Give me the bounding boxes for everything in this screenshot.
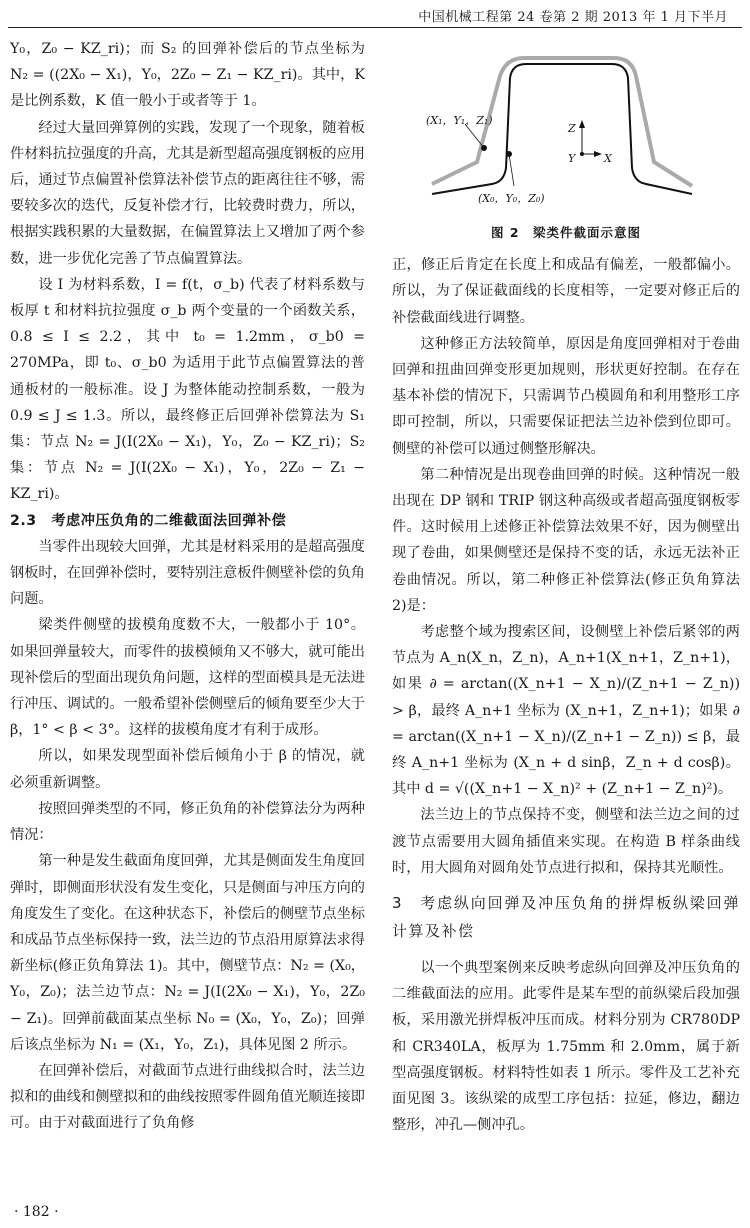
left-column (10, 36, 365, 1137)
paragraph: Y₀，Z₀ − KZ_ri)；而 S₂ 的回弹补偿后的节点坐标为 N₂ = ((2X₀ − X₁)，Y₀，2Z₀ − Z₁ − KZ_ri)。其中，K 是比例系数，K 值一般小于或者等于 1。 (10, 41, 365, 110)
label-p0: (X₀，Y₀，Z₀) (478, 192, 545, 205)
axis-x-label: X (604, 152, 612, 165)
figure-caption: 图 2 梁类件截面示意图 (490, 225, 642, 240)
figure-2 (392, 36, 740, 214)
paragraph: 法兰边上的节点保持不变，侧壁和法兰边之间的过渡节点需要用大圆角插值来实现。在构造 B 样条曲线时，用大圆角对圆角处节点进行拟和，保持其光顺性。 (392, 807, 740, 876)
paragraph: 第一种是发生截面角度回弹，尤其是侧面发生角度回弹时，即侧面形状没有发生变化，只是侧面与冲压方向的角度发生了变化。在这种状态下，补偿后的侧壁节点坐标和成品节点坐标保持一致，法兰边的节点沿用原算法求得新坐标(修正负角算法 1)。其中，侧壁节点：N₂ = (X₀，Y₀，Z₀)；法兰边节点：N₂ = J(I(2X₀ − X₁)，Y₀，2Z₀ − Z₁)。回弹前截面某点坐标 N₀ = (X₀，Y₀，Z₀)；回弹后该点坐标为 N₁ = (X₁，Y₀，Z₁)，具体见图 2 所示。 (10, 853, 365, 1053)
page-number: · 182 · (14, 1204, 59, 1220)
section-heading: 2.3 考虑冲压负角的二维截面法回弹补偿 (10, 512, 287, 529)
right-column (392, 36, 740, 1139)
paragraph: 经过大量回弹算例的实践，发现了一个现象，随着板件材料抗拉强度的升高，尤其是新型超高强度钢板的应用后，通过节点偏置补偿算法补偿节点的距离往往不够，需要较多次的迭代，反复补偿才行，比较费时费力，所以，根据实践积累的大量数据，在偏置算法上又增加了两个参数，进一步优化完善了节点偏置算法。 (10, 119, 365, 267)
header-rule (8, 27, 742, 28)
section-heading: 3 考虑纵向回弹及冲压负角的拼焊板纵梁回弹计算及补偿 (392, 894, 740, 941)
paragraph: 正，修正后肯定在长度上和成品有偏差，一般都偏小。所以，为了保证截面线的长度相等，一定要对修正后的补偿截面线进行调整。 (392, 257, 740, 326)
paragraph: 按照回弹类型的不同，修正负角的补偿算法分为两种情况： (10, 800, 365, 844)
paragraph: 当零件出现较大回弹，尤其是材料采用的是超高强度钢板时，在回弹补偿时，要特别注意板件侧壁补偿的负角问题。 (10, 538, 365, 608)
axis-y-label: Y (568, 152, 576, 165)
paragraph: 以一个典型案例来反映考虑纵向回弹及冲压负角的二维截面法的应用。此零件是某车型的前纵梁后段加强板，采用激光拼焊板冲压而成。材料分别为 CR780DP 和 CR340LA，板厚为 1.75mm 和 2.0mm，属于新型高强度钢板。材料特性如表 1 所示。零件及工艺补充面见图 3。该纵梁的成型工序包括：拉延，修边，翻边整形，冲孔—侧冲孔。 (392, 960, 740, 1134)
paragraph: 考虑整个域为搜索区间，设侧壁上补偿后紧邻的两节点为 A_n(X_n，Z_n)，A_n+1(X_n+1，Z_n+1)，如果 ∂ = arctan((X_n+1 − X_n)/(Z_n+1 − Z_n)) > β，最终 A_n+1 坐标为 (X_n+1，Z_n+1)；如果 ∂ = arctan((X_n+1 − X_n)/(Z_n+1 − Z_n)) ≤ β，最终 A_n+1 坐标为 (X_n + d sinβ，Z_n + d cosβ)。其中 d = √((X_n+1 − X_n)² + (Z_n+1 − Z_n)²)。 (392, 624, 740, 798)
paragraph: 所以，如果发现型面补偿后倾角小于 β 的情况，就必须重新调整。 (10, 748, 365, 791)
label-p1: (X₁，Y₁，Z₁) (426, 114, 493, 127)
paragraph: 梁类件侧壁的拔模角度数不大，一般都小于 10°。如果回弹量较大，而零件的拔模倾角又不够大，就可能出现补偿后的型面出现负角问题，这样的型面模具是无法进行冲压、调试的。一般希望补偿侧壁后的倾角要至少大于 β，1° < β < 3°。这样的拔模角度才有利于成形。 (10, 617, 365, 739)
journal-header: 中国机械工程第 24 卷第 2 期 2013 年 1 月下半月 (418, 10, 728, 25)
paragraph: 第二种情况是出现卷曲回弹的时候。这种情况一般出现在 DP 钢和 TRIP 钢这种高级或者超高强度钢板零件。这时候用上述修正补偿算法效果不好，因为侧壁出现了卷曲，如果侧壁还是保持不变的话，永远无法补正卷曲情况。所以，第二种修正补偿算法(修正负角算法 2)是： (392, 466, 740, 614)
axis-z-label: Z (568, 122, 576, 135)
paragraph: 在回弹补偿后，对截面节点进行曲线拟合时，法兰边拟和的曲线和侧壁拟和的曲线按照零件圆角值光顺连接即可。由于对截面进行了负角修 (10, 1062, 365, 1132)
paragraph: 设 I 为材料系数，I = f(t，σ_b) 代表了材料系数与板厚 t 和材料抗拉强度 σ_b 两个变量的一个函数关系，0.8 ≤ I ≤ 2.2，其中 t₀ = 1.2mm，σ_b0 = 270MPa，即 t₀、σ_b0 为适用于此节点偏置算法的普通板材的一般标准。设 J 为整体能动控制系数，一般为 0.9 ≤ J ≤ 1.3。所以，最终修正后回弹补偿算法为 S₁ 集：节点 N₂ = J(I(2X₀ − X₁)，Y₀，Z₀ − KZ_ri)；S₂ 集：节点 N₂ = J(I(2X₀ − X₁)，Y₀，2Z₀ − Z₁ − KZ_ri)。 (10, 276, 365, 503)
paragraph: 这种修正方法较简单，原因是角度回弹相对于卷曲回弹和扭曲回弹变形更加规则，形状更好控制。在存在基本补偿的情况下，只需调节凸模圆角和利用整形工序即可控制，所以，只需要保证把法兰边补偿到位即可。侧壁的补偿可以通过侧整形解决。 (392, 335, 740, 457)
